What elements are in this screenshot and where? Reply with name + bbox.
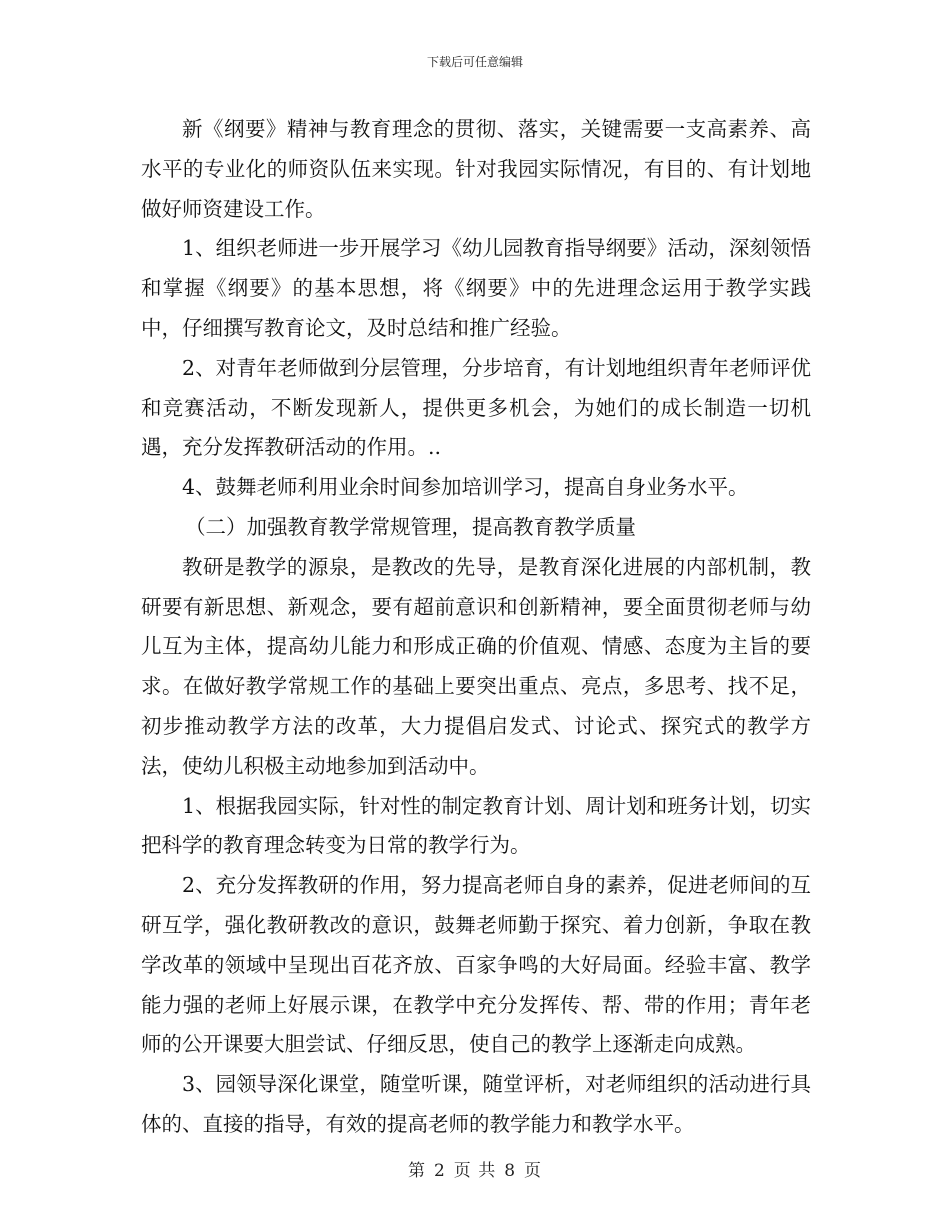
paragraph-item-2: 2、对青年老师做到分层管理，分步培育，有计划地组织青年老师评优和竞赛活动，不断发现新人，提供更多机会，为她们的成长制造一切机遇，充分发挥教研活动的作用。.. [141, 355, 811, 460]
paragraph-plan-item-3: 3、园领导深化课堂，随堂听课，随堂评析，对老师组织的活动进行具体的、直接的指导，有效的提高老师的教学能力和教学水平。 [141, 1072, 811, 1136]
page-label-prefix: 第 [407, 1161, 426, 1181]
paragraph-plan-item-2: 2、充分发挥教研的作用，努力提高老师自身的素养，促进老师间的互研互学，强化教研教改的意识，鼓舞老师勤于探究、着力创新，争取在教学改革的领域中呈现出百花齐放、百家争鸣的大好局面。经验丰富、教学能力强的老师上好展示课，在教学中充分发挥传、帮、带的作用；青年老师的公开课要大胆尝试、仔细反思，使自己的教学上逐渐走向成熟。 [141, 873, 811, 1057]
header-note: 下载后可任意编辑 [426, 55, 523, 69]
page-footer [0, 1156, 950, 1181]
section-heading: （二）加强教育教学常规管理，提高教育教学质量 [185, 514, 637, 539]
document-body [141, 110, 811, 1145]
paragraph-intro: 新《纲要》精神与教育理念的贯彻、落实，关键需要一支高素养、高水平的专业化的师资队伍来实现。针对我园实际情况，有目的、有计划地做好师资建设工作。 [141, 117, 811, 221]
paragraph-item-4: 4、鼓舞老师利用业余时间参加培训学习，提高自身业务水平。 [182, 475, 749, 500]
page-total: 8 [504, 1161, 517, 1181]
page-label-mid: 页 共 [453, 1161, 497, 1181]
page-label-suffix: 页 [524, 1161, 543, 1181]
page-current: 2 [433, 1161, 446, 1181]
paragraph-plan-item-1: 1、根据我园实际，针对性的制定教育计划、周计划和班务计划，切实把科学的教育理念转变为日常的教学行为。 [141, 793, 811, 858]
paragraph-teaching-research: 教研是教学的源泉，是教改的先导，是教育深化进展的内部机制，教研要有新思想、新观念，要有超前意识和创新精神，要全面贯彻老师与幼儿互为主体，提高幼儿能力和形成正确的价值观、情感、态度为主旨的要求。在做好教学常规工作的基础上要突出重点、亮点，多思考、找不足，初步推动教学方法的改革，大力提倡启发式、讨论式、探究式的教学方法，使幼儿积极主动地参加到活动中。 [141, 554, 811, 778]
paragraph-item-1: 1、组织老师进一步开展学习《幼儿园教育指导纲要》活动，深刻领悟和掌握《纲要》的基本思想，将《纲要》中的先进理念运用于教学实践中，仔细撰写教育论文，及时总结和推广经验。 [141, 236, 811, 340]
